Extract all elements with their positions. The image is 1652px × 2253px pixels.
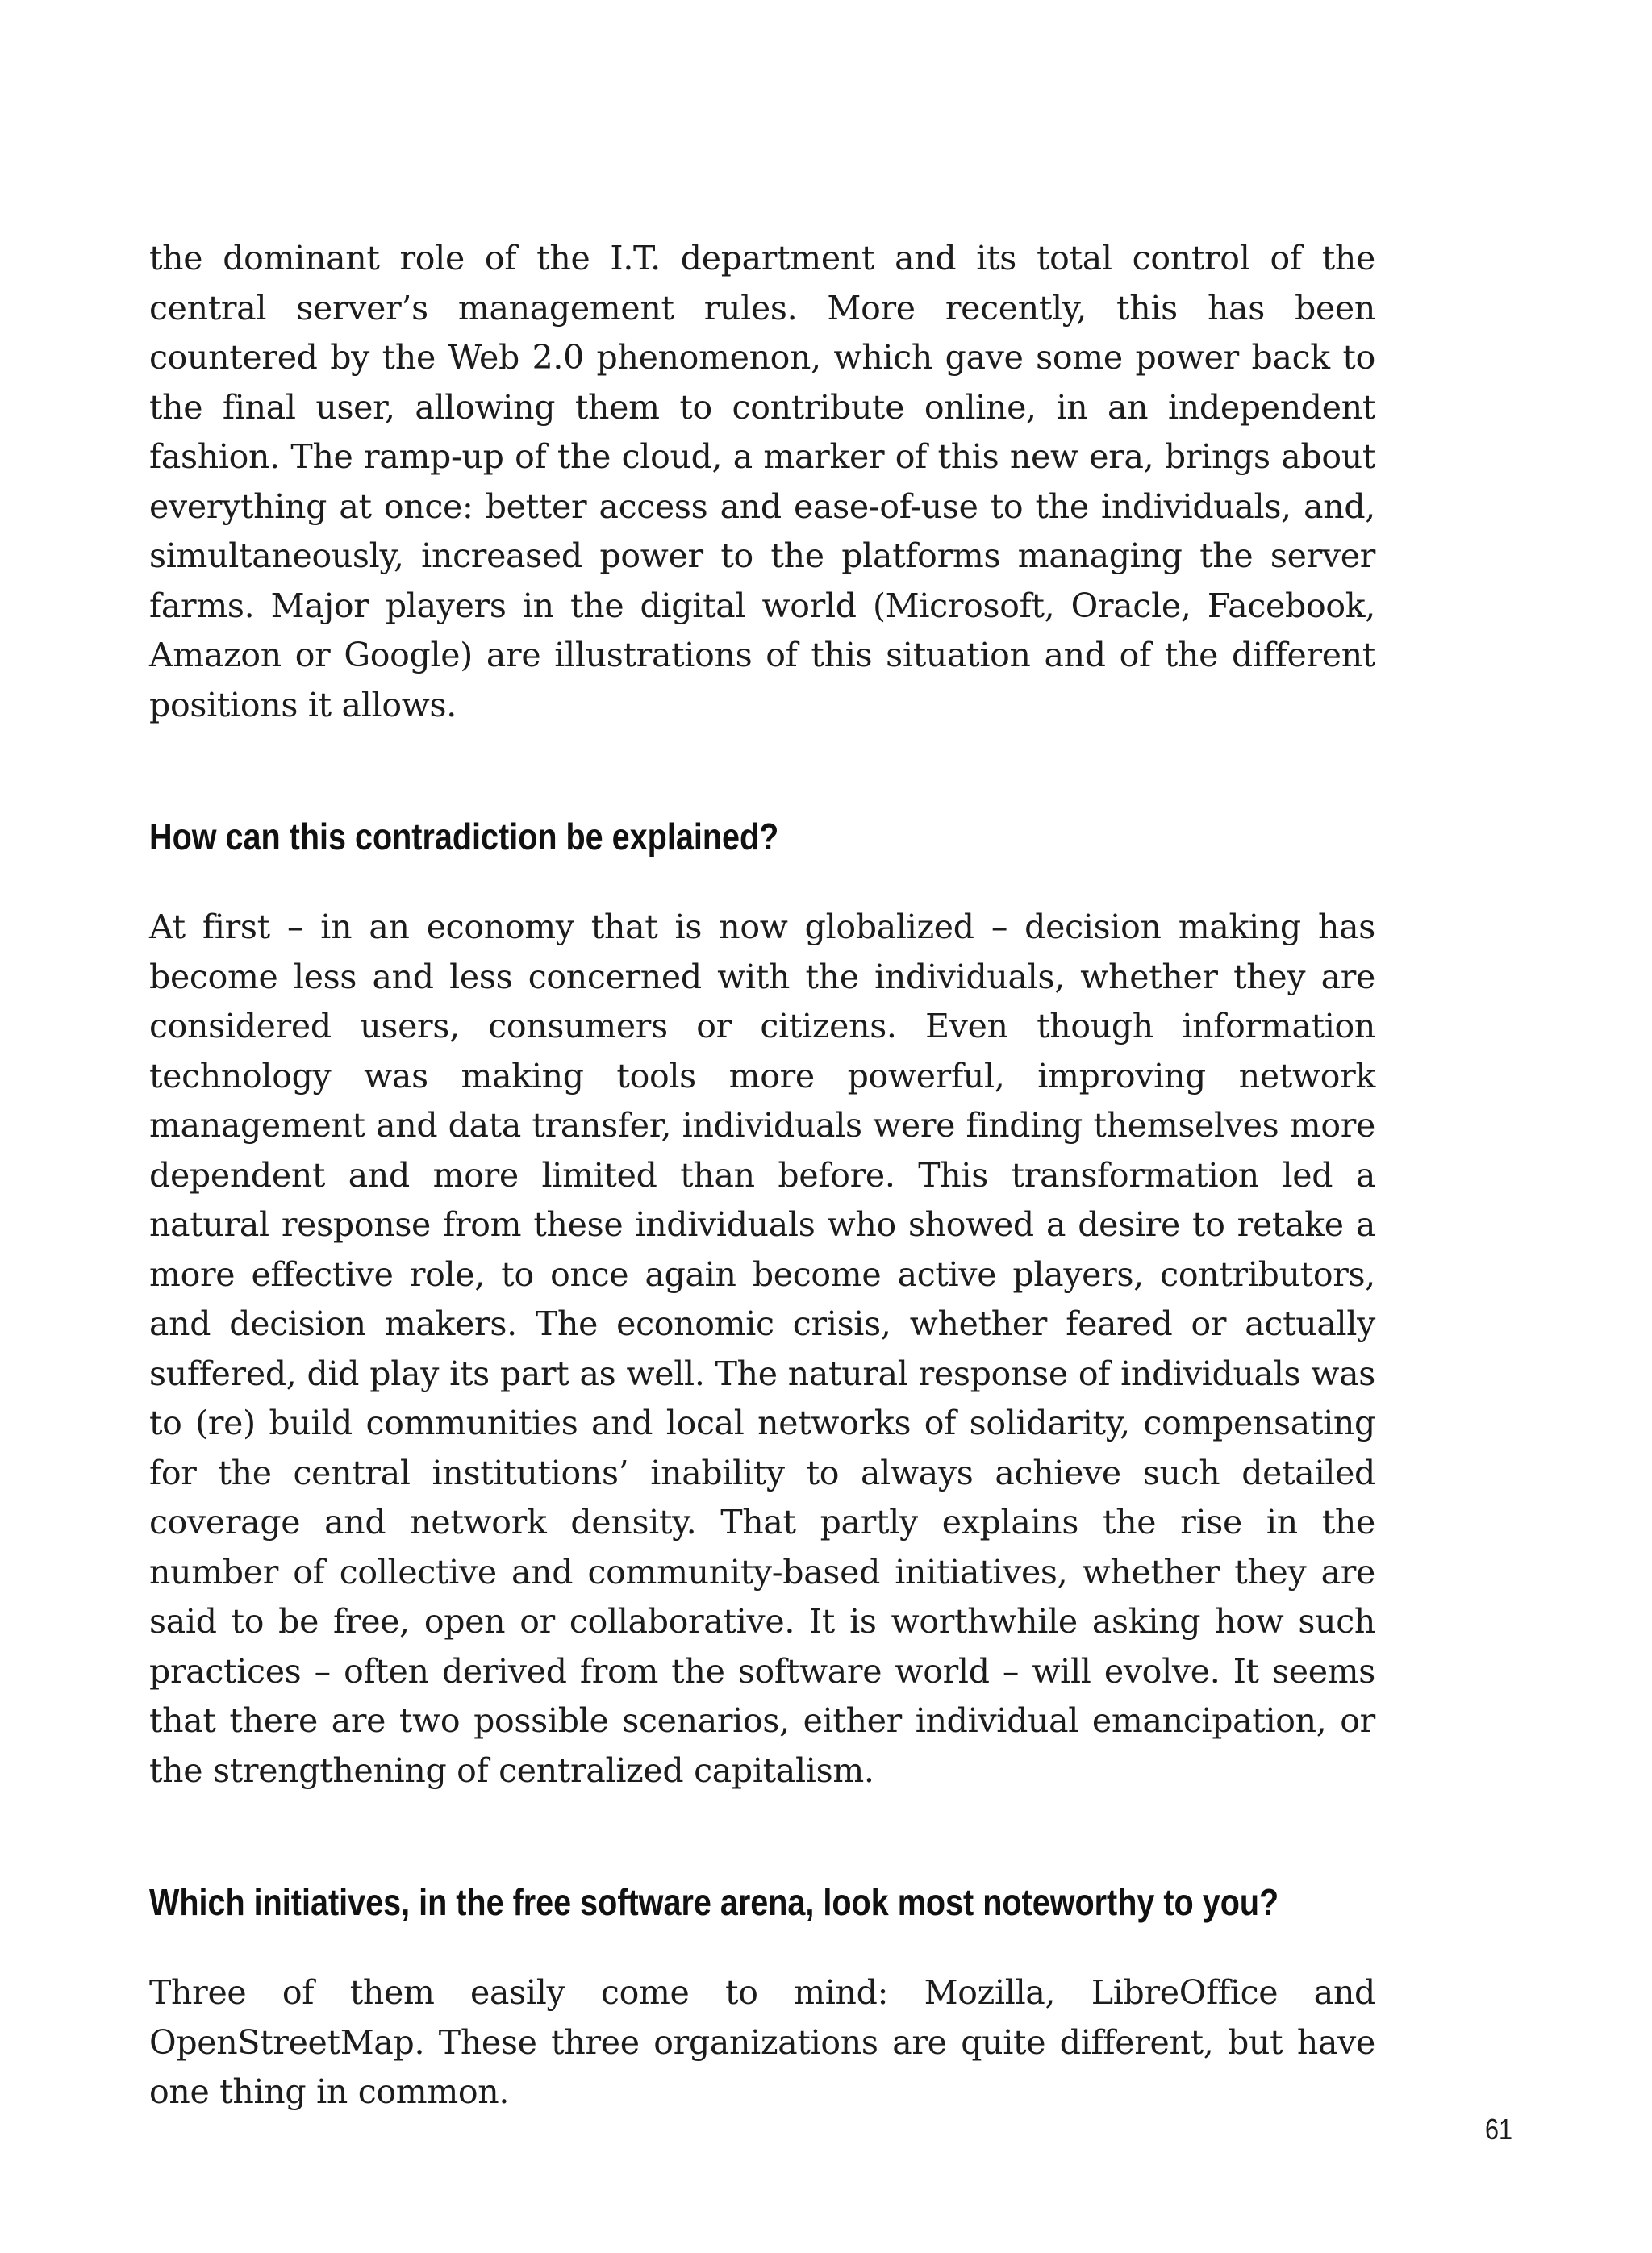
paragraph-3: Three of them easily come to mind: Mozilla, LibreOffice and OpenStreetMap. These three organizations are quite different, but have one thing in common. — [149, 1973, 1375, 2111]
page-number: 61 — [1484, 2113, 1512, 2146]
paragraph-1: the dominant role of the I.T. department and its total control of the central server’s management rules. More recently, this has been countered by the Web 2.0 phenomenon, which gave some power back to the final user, allowing them to contribute online, in an independent fashion. The ramp-up of the cloud, a marker of this new era, brings about everything at once: better access and ease-of-use to the individuals, and, simultaneously, increased power to the platforms managing the server farms. Major players in the digital world (Microsoft, Oracle, Facebook, Amazon or Google) are illustrations of this situation and of the different positions it allows. — [149, 239, 1375, 724]
page-content — [149, 234, 1375, 2117]
section-heading-2: Which initiatives, in the free software arena, look most noteworthy to you? — [149, 1881, 1279, 1923]
paragraph-2: At first – in an economy that is now globalized – decision making has become less and less concerned with the individuals, whether they are considered users, consumers or citizens. Even though information technology was making tools more powerful, improving network management and data transfer, individuals were finding themselves more dependent and more limited than before. This transformation led a natural response from these individuals who showed a desire to retake a more effective role, to once again become active players, contributors, and decision makers. The economic crisis, whether feared or actually suffered, did play its part as well. The natural response of individuals was to (re) build communities and local networks of solidarity, compensating for the central institutions’ inability to always achieve such detailed coverage and network density. That partly explains the rise in the number of collective and community-based initiatives, whether they are said to be free, open or collaborative. It is worthwhile asking how such practices – often derived from the software world – will evolve. It seems that there are two possible scenarios, either individual emancipation, or the strengthening of centralized capitalism. — [149, 907, 1375, 1790]
section-heading-1: How can this contradiction be explained? — [149, 816, 779, 857]
